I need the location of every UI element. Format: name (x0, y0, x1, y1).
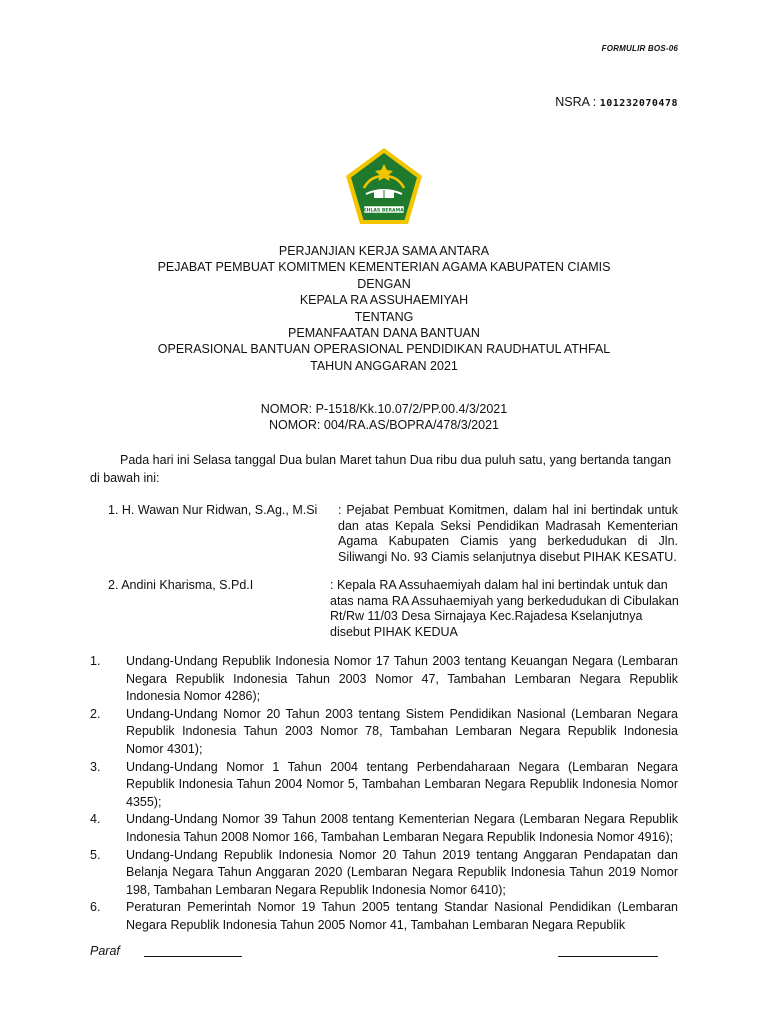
intro-text: Pada hari ini Selasa tanggal Dua bulan Maret tahun Dua ribu dua puluh satu, yang bertanda tangan di bawah ini: (90, 453, 672, 485)
list-item (90, 811, 678, 846)
list-number: 6. (90, 900, 101, 915)
agreement-numbers (0, 401, 768, 434)
list-text: Undang-Undang Nomor 39 Tahun 2008 tentang Kementerian Negara (Lembaran Negara Republik Indonesia Tahun 2008 Nomor 166, Tambahan Lembaran Negara Republik Indonesia Nomor 4916); (126, 812, 678, 844)
list-text: Undang-Undang Nomor 20 Tahun 2003 tentang Sistem Pendidikan Nasional (Lembaran Negara Republik Indonesia Tahun 2003 Nomor 78, Tambahan Lembaran Negara Republik Indonesia Nomor 4301); (126, 706, 678, 756)
list-number: 3. (90, 759, 101, 774)
party-2-description: : Kepala RA Assuhaemiyah dalam hal ini bertindak untuk dan atas nama RA Assuhaemiyah yang berkedudukan di Cibulakan Rt/Rw 11/03 Desa Sirnajaya Kec.Rajadesa Kselanjutnya disebut PIHAK KEDUA (330, 578, 679, 639)
title-line: DENGAN (357, 276, 411, 291)
list-number: 2. (90, 706, 101, 721)
paraf-label: Paraf (90, 944, 120, 958)
title-line: PEJABAT PEMBUAT KOMITMEN KEMENTERIAN AGAMA KABUPATEN CIAMIS (157, 260, 611, 275)
agreement-title (0, 243, 768, 374)
title-line: PEMANFAATAN DANA BANTUAN (288, 326, 480, 341)
list-item (90, 653, 678, 706)
title-line: KEPALA RA ASSUHAEMIYAH (299, 293, 469, 308)
paraf-line-left (144, 956, 242, 957)
form-code: FORMULIR BOS-06 (601, 44, 678, 53)
list-text: Undang-Undang Republik Indonesia Nomor 20 Tahun 2019 tentang Anggaran Pendapatan dan Belanja Negara Tahun Anggaran 2020 (Lembaran Negara Republik Indonesia Tahun 2019 Nomor 198, Tambahan Lembaran Negara Republik Indonesia Nomor 6410); (126, 847, 678, 897)
nsra-value: 101232070478 (599, 98, 678, 109)
emblem-motto: IKHLAS BERAMAL (361, 208, 407, 214)
list-text: Peraturan Pemerintah Nomor 19 Tahun 2005 tentang Standar Nasional Pendidikan (Lembaran Negara Republik Indonesia Tahun 2005 Nomor 41, Tambahan Lembaran Negara Republik (126, 900, 678, 932)
list-text: Undang-Undang Republik Indonesia Nomor 17 Tahun 2003 tentang Keuangan Negara (Lembaran Negara Republik Indonesia Tahun 2003 Nomor 47, Tambahan Lembaran Negara Republik Indonesia Nomor 4286); (126, 654, 678, 704)
legal-basis-list (90, 653, 678, 935)
title-line: TAHUN ANGGARAN 2021 (310, 358, 458, 373)
party-1-description: : Pejabat Pembuat Komitmen, dalam hal ini bertindak untuk dan atas Kepala Seksi Pendidikan Madrasah Kementerian Agama Kabupaten Ciamis yang berkedudukan di Jln. Siliwangi No. 93 Ciamis selanjutnya disebut PIHAK KESATU. (338, 503, 678, 564)
title-line: TENTANG (354, 309, 414, 324)
paraf-line-right (558, 956, 658, 957)
intro-paragraph (90, 452, 680, 487)
list-item (90, 759, 678, 812)
party-2-name: 2. Andini Kharisma, S.Pd.I (108, 578, 254, 592)
nsra-label: NSRA : (555, 95, 597, 109)
nsra-line (555, 95, 678, 109)
list-item (90, 706, 678, 759)
list-item (90, 899, 678, 934)
title-line: PERJANJIAN KERJA SAMA ANTARA (278, 244, 490, 258)
list-number: 4. (90, 812, 101, 827)
list-number: 5. (90, 847, 101, 862)
party-1-name: 1. H. Wawan Nur Ridwan, S.Ag., M.Si (108, 503, 318, 517)
nomor-line: NOMOR: P-1518/Kk.10.07/2/PP.00.4/3/2021 (260, 402, 508, 416)
kemenag-emblem-icon (344, 146, 424, 228)
nomor-line: NOMOR: 004/RA.AS/BOPRA/478/3/2021 (269, 418, 499, 433)
list-item (90, 847, 678, 900)
list-number: 1. (90, 654, 101, 668)
list-text: Undang-Undang Nomor 1 Tahun 2004 tentang Perbendaharaan Negara (Lembaran Negara Republik Indonesia Tahun 2004 Nomor 5, Tambahan Lembaran Negara Republik Indonesia Nomor 4355); (126, 759, 678, 809)
title-line: OPERASIONAL BANTUAN OPERASIONAL PENDIDIKAN RAUDHATUL ATHFAL (157, 342, 611, 357)
